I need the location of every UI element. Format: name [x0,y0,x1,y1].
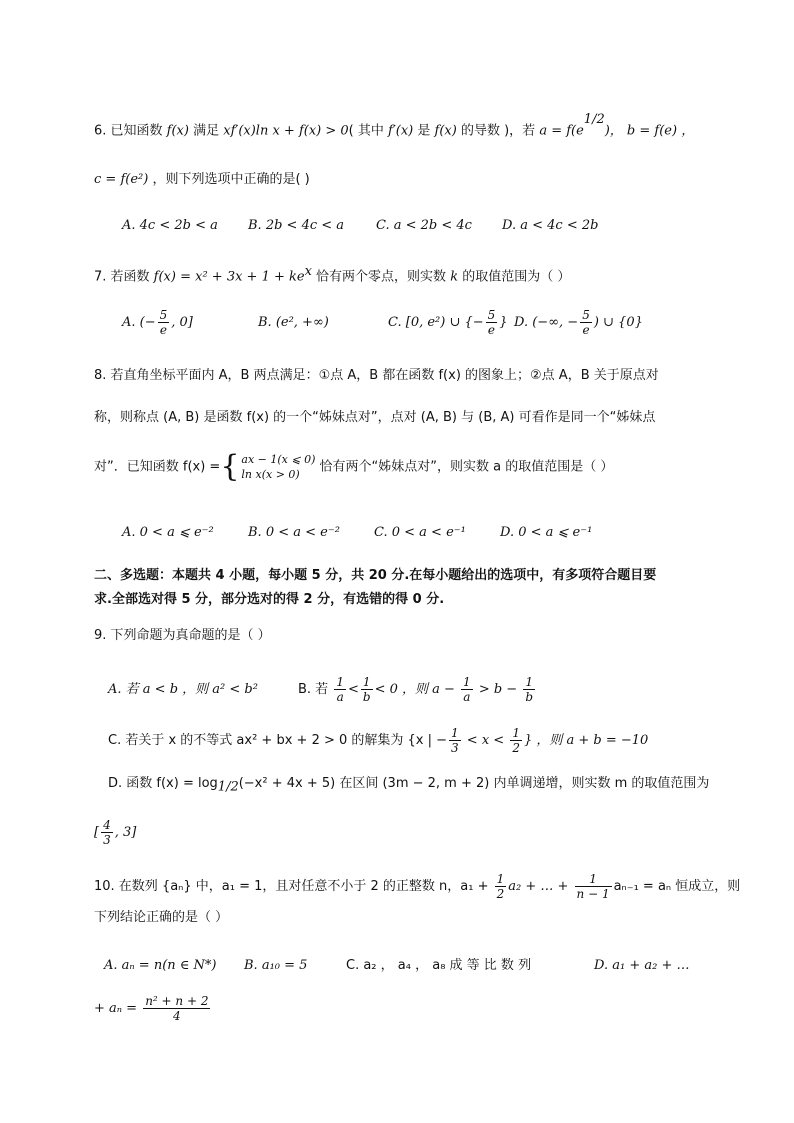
q6-option-d: D. a < 4c < 2b [502,218,599,233]
q7-option-c [388,308,514,337]
q6-is: 是 [413,123,435,139]
q10-option-a: A. aₙ = n(n ∈ N*) [104,958,217,973]
q6-c-expr: c = f(e²) [94,172,149,187]
q7-exp: x [304,264,312,279]
q8-question: 恰有两个“姊妹点对”，则实数 a 的取值范围是（ ） [315,459,614,475]
q6-paren: ( 其中 [348,123,389,139]
q7-d-pre: D. (−∞, − [514,315,579,330]
q10-option-d: D. a₁ + a₂ + … [594,958,690,973]
q9-b-pre: B. 若 [298,682,333,697]
q8-cases [241,452,315,482]
q6-line2 [94,172,310,188]
q10-post: aₙ₋₁ = aₙ 恒成立，则 [613,879,741,894]
q7-func: f(x) = x² + 3x + 1 + ke [153,269,305,285]
q6-line1 [94,112,695,139]
q8-line2: 称，则称点 (A, B) 是函数 f(x) 的一个“姊妹点对”，点对 (A, B) 与 (B, A) 可看作是同一个“姊妹点 [94,410,656,425]
q8-option-d: D. 0 < a ⩽ e⁻¹ [500,525,593,540]
q10-line2: 下列结论正确的是（ ） [94,910,229,925]
q6-options [122,218,598,234]
q6-a-close: ) [604,123,610,139]
frac-num: 5 [487,308,496,322]
q6-text: 6. 已知函数 [94,123,167,139]
q6-derivative: f′(x) [388,123,414,139]
section-header-line1: 二、多选题：本题共 4 小题，每小题 5 分，共 20 分.在每小题给出的选项中，有多项符合题目要 [94,568,657,583]
q6-option-b: B. 2b < 4c < a [248,218,345,233]
q9-frac-1a2: $\frac{1}{a}$ [463,675,471,704]
q7-text-b: 恰有两个零点，则实数 [311,269,451,285]
q6-option-a: A. 4c < 2b < a [122,218,218,233]
q9-option-d-line1 [108,776,709,795]
q10-option-b: B. a₁₀ = 5 [244,958,308,973]
q9-c-frac1: $\frac{1}{3}$ [451,726,459,755]
q7-d-frac [580,308,592,337]
q7-d-post: ) ∪ {0} [593,315,643,330]
q8-option-b: B. 0 < a < e⁻² [248,525,340,540]
q7-a-frac [158,308,170,337]
q6-question: ，则下列选项中正确的是( ) [148,172,310,187]
q7-option-b: B. (e², +∞) [258,315,329,330]
q9-option-c [108,726,648,755]
q10-line1 [94,872,740,901]
q9-d-base: 1/2 [217,779,239,795]
q10-options [104,958,689,974]
q9-frac-1a: $\frac{1}{a}$ [336,675,344,704]
q9-option-b: B. 若 $\frac{1}{a}$ < $\frac{1}{b}$ < 0 ，则 a − $\frac{1}{a}$ > b − $\frac{1}{b}$ [298,675,534,704]
frac-num: 5 [159,308,168,322]
frac-num: n² + n + 2 [145,994,209,1008]
frac-num: 5 [582,308,590,322]
q9-d-pre: D. 函数 f(x) = log [108,776,218,791]
q7-a-post: , 0] [171,315,193,330]
frac-den: e [582,323,590,337]
q7-c-post: } [499,315,508,330]
q9-c-frac2: $\frac{1}{2}$ [512,726,520,755]
q9-c-post: } ，则 a + b = −10 [523,733,649,748]
q7-a-pre: A. (− [122,315,156,330]
q9-title: 9. 下列命题为真命题的是（ ） [94,628,271,643]
q8-case1: ax − 1(x ⩽ 0) [241,453,316,466]
q8-line1: 8. 若直角坐标平面内 A，B 两点满足：①点 A，B 都在函数 f(x) 的图象上；②点 A，B 关于原点对 [94,368,659,383]
q8-option-c: C. 0 < a < e⁻¹ [374,525,466,540]
q10-option-d-cont [94,994,212,1023]
q7-option-a [122,308,258,337]
brace-icon: { [220,449,240,484]
q6-func: f(x) [166,123,189,139]
q8-line3 [94,449,614,484]
q7-text-c: 的取值范围为（ ） [458,269,571,285]
q9-c-mid: < x < [462,733,509,748]
q9-c-pre: C. 若关于 x 的不等式 ax² + bx + 2 > 0 的解集为 {x | − [108,733,448,748]
q7-k: k [450,269,459,285]
q9-b-tail: > b − [474,682,522,697]
q8-option-a: A. 0 < a ⩽ e⁻² [122,525,214,540]
q6-a-expr: a = f(e [539,123,584,139]
q9-option-a: A. 若 a < b ，则 a² < b² [108,682,258,697]
frac-den: 3 [103,833,111,847]
section-header-line2: 求.全部选对得 5 分，部分选对的得 2 分，有选错的得 0 分. [94,592,445,607]
q7-c-frac [486,308,498,337]
q7-c-pre: C. [0, e²) ∪ {− [388,315,484,330]
q10-d-pre: + aₙ = [94,1001,142,1016]
q9-ab [108,675,537,704]
q6-func2: f(x) [434,123,457,139]
q10-d-frac [143,994,210,1023]
q9-d-post: (−x² + 4x + 5) 在区间 (3m − 2, m + 2) 内单调递增，则实数 m 的取值范围为 [238,776,710,791]
q9-frac-1b: $\frac{1}{b}$ [362,675,371,704]
q8-func-def: 对”．已知函数 f(x) = [94,459,221,475]
q6-exponent: 1/2 [583,112,605,127]
q10-frac-half: $\frac{1}{2}$ [496,872,505,901]
q7-line1 [94,264,570,285]
q10-frac-n: $\frac{1}{n - 1}$ [576,872,610,901]
q6-condition: xf′(x)ln x + f(x) > 0 [223,123,349,139]
q6-text-mid: 满足 [188,123,224,139]
q7-option-d [514,308,643,337]
q9-b-post: ，则 a − [397,682,460,697]
q6-b-expr: ， b = f(e) ， [609,123,695,139]
frac-den: 4 [173,1009,181,1023]
frac-den: e [487,323,496,337]
frac-den: e [159,323,167,337]
q10-option-c: C. a₂ ， a₄ ， a₈ 成 等 比 数 列 [346,958,532,973]
frac-num: 4 [103,818,111,832]
q9-d-range: , 3] [114,825,137,840]
q7-options [122,308,643,337]
q6-option-c: C. a < 2b < 4c [376,218,472,233]
q10-pre: 10. 在数列 {aₙ} 中，a₁ = 1，且对任意不小于 2 的正整数 n，a₁ + [94,879,493,894]
q8-case2: ln x(x > 0) [241,468,300,481]
q7-text: 7. 若函数 [94,269,154,285]
q9-option-d-line2 [94,818,136,847]
q10-mid: a₂ + … + [508,879,573,894]
q8-options [122,525,592,541]
q9-frac-1b2: $\frac{1}{b}$ [525,675,534,704]
q6-deriv-text: 的导数 )，若 [456,123,540,139]
bracket-open: [ [94,825,100,840]
q9-d-frac [101,818,113,847]
